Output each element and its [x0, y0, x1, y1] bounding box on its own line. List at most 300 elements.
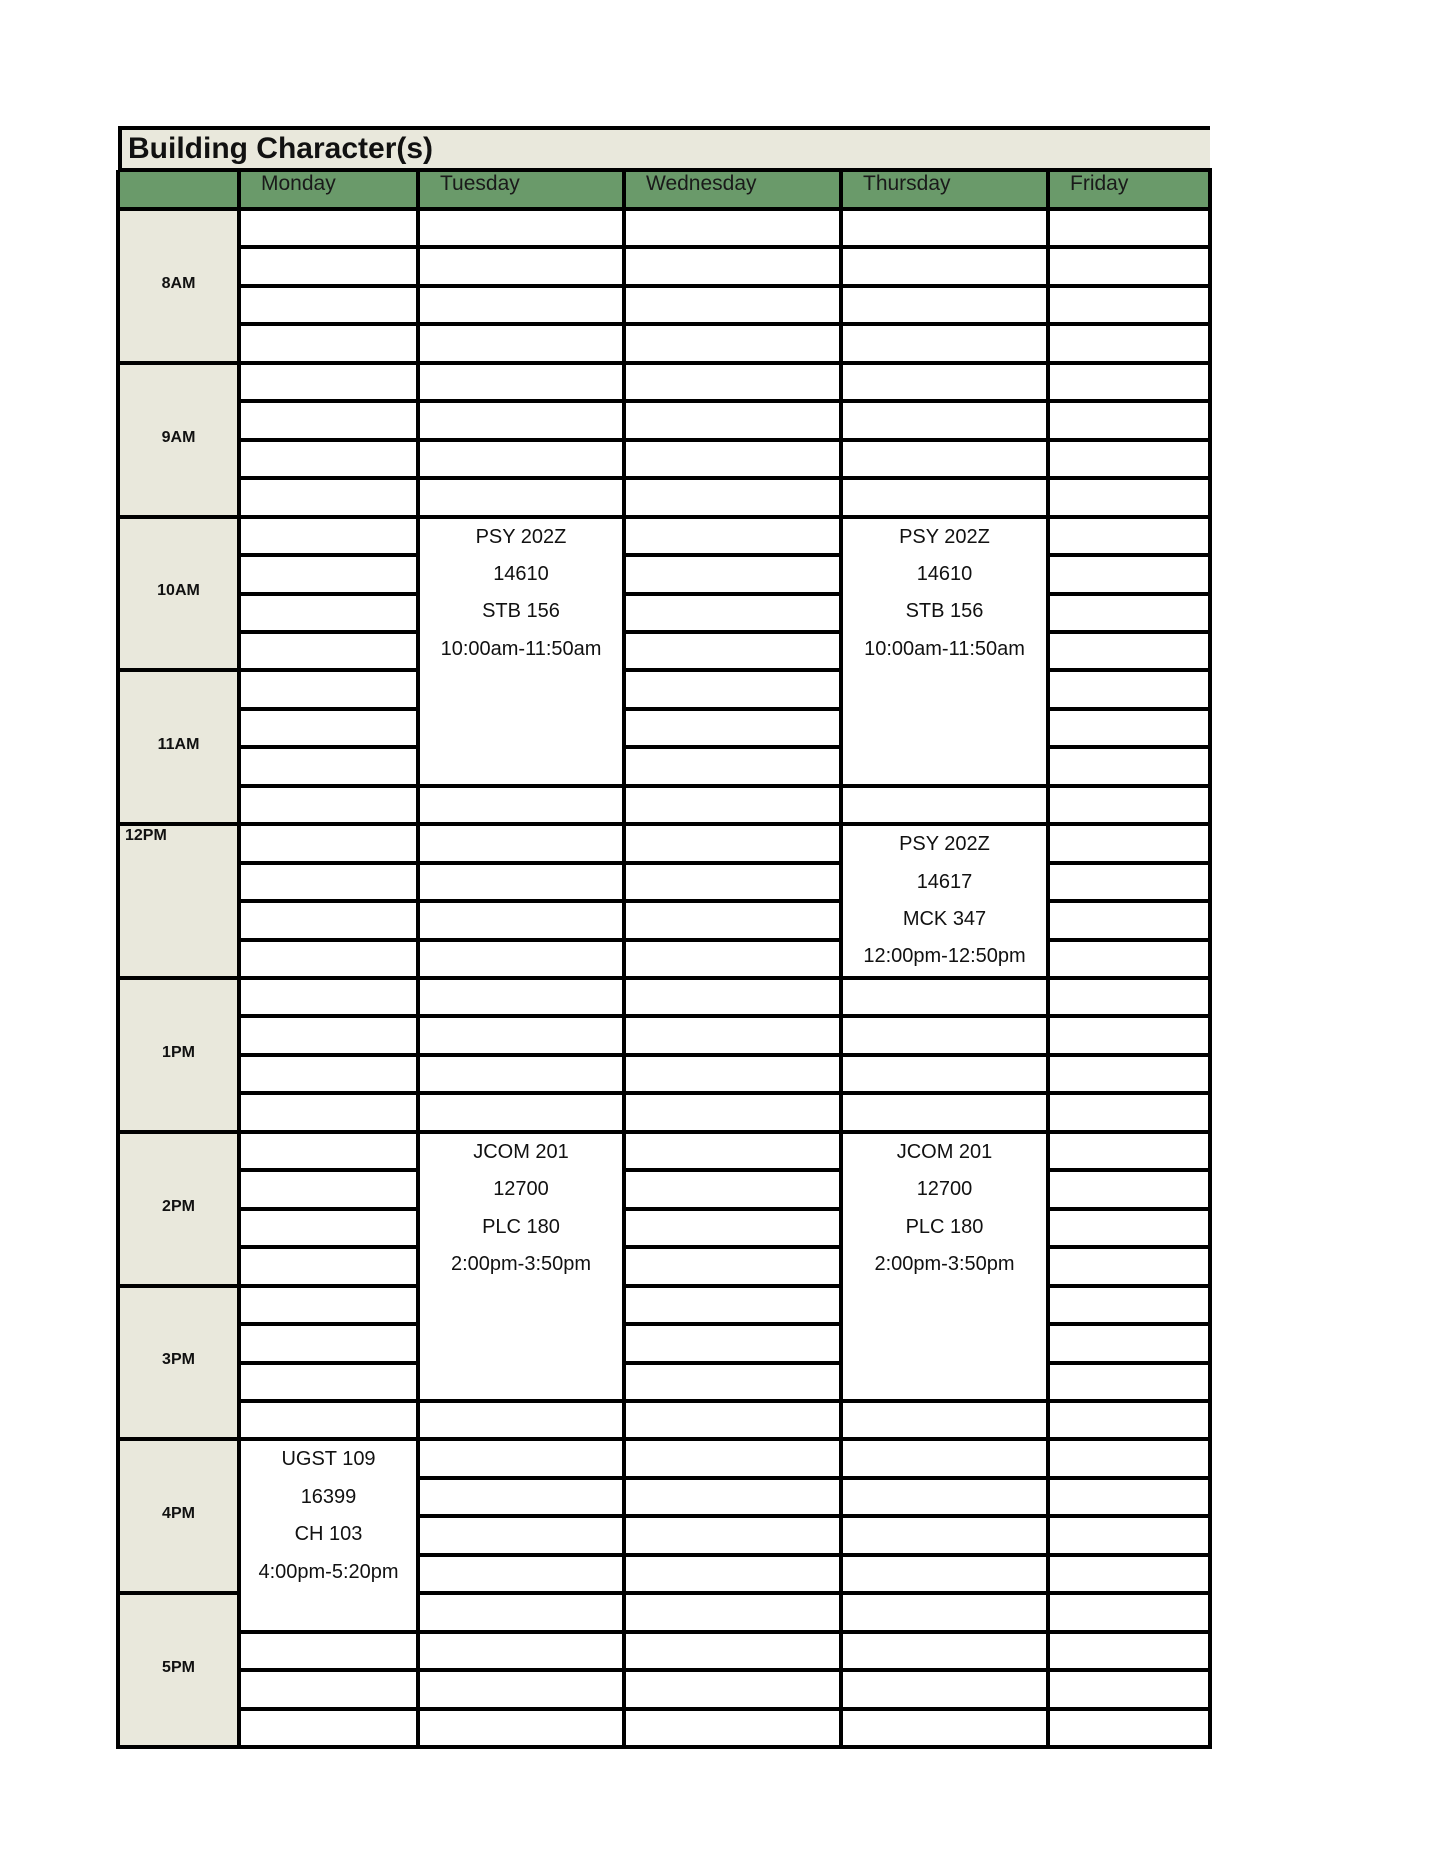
time-slot[interactable] — [841, 1593, 1048, 1631]
class-block[interactable] — [239, 1439, 418, 1631]
time-slot[interactable] — [841, 440, 1048, 478]
time-slot[interactable] — [1048, 1247, 1210, 1285]
time-slot[interactable] — [239, 978, 418, 1016]
grid-line — [1048, 938, 1212, 942]
time-slot[interactable] — [418, 286, 624, 324]
grid-line — [841, 1091, 1050, 1095]
time-slot[interactable] — [239, 1670, 418, 1708]
grid-line — [239, 592, 420, 596]
time-slot[interactable] — [624, 324, 841, 362]
time-slot[interactable] — [1048, 209, 1210, 247]
grid-line — [1048, 322, 1212, 326]
time-slot[interactable] — [1048, 401, 1210, 439]
time-slot[interactable] — [1048, 247, 1210, 285]
time-slot[interactable] — [1048, 632, 1210, 670]
grid-line — [624, 515, 843, 519]
grid-line — [418, 1514, 626, 1518]
time-slot[interactable] — [418, 940, 624, 978]
time-slot[interactable] — [841, 209, 1048, 247]
grid-line — [1048, 1514, 1212, 1518]
grid-line — [116, 170, 120, 1749]
grid-line — [1048, 361, 1212, 365]
grid-line — [624, 592, 843, 596]
time-slot[interactable] — [1048, 1055, 1210, 1093]
grid-line — [239, 1437, 420, 1441]
grid-line — [624, 707, 843, 711]
grid-line — [418, 1707, 626, 1711]
time-slot[interactable] — [624, 1593, 841, 1631]
time-slot[interactable] — [1048, 324, 1210, 362]
time-slot[interactable] — [239, 824, 418, 862]
grid-line — [624, 630, 843, 634]
time-slot[interactable] — [239, 786, 418, 824]
time-slot[interactable] — [624, 1093, 841, 1131]
grid-line — [1048, 784, 1212, 788]
grid-line — [841, 976, 1050, 980]
grid-line — [418, 515, 626, 519]
grid-line — [624, 1168, 843, 1172]
time-slot[interactable] — [239, 940, 418, 978]
time-slot[interactable] — [841, 1632, 1048, 1670]
grid-line — [239, 245, 420, 249]
time-slot[interactable] — [624, 247, 841, 285]
grid-line — [1048, 1707, 1212, 1711]
time-slot[interactable] — [624, 209, 841, 247]
time-slot[interactable] — [624, 1324, 841, 1362]
time-slot[interactable] — [239, 517, 418, 555]
room: STB 156 — [905, 600, 984, 623]
grid-line — [1048, 438, 1212, 442]
time-slot[interactable] — [1048, 1209, 1210, 1247]
time-slot[interactable] — [239, 440, 418, 478]
time-slot[interactable] — [239, 1016, 418, 1054]
grid-line — [624, 1591, 843, 1595]
time-slot[interactable] — [418, 863, 624, 901]
grid-line — [624, 1361, 843, 1365]
grid-line — [841, 822, 1050, 826]
day-header-friday — [1048, 170, 1210, 210]
grid-line — [1048, 1361, 1212, 1365]
day-header-thursday — [841, 170, 1048, 210]
time-slot[interactable] — [239, 286, 418, 324]
grid-line — [624, 1476, 843, 1480]
course-code: PSY 202Z — [899, 833, 990, 856]
time-slot[interactable] — [841, 363, 1048, 401]
class-block[interactable] — [418, 517, 624, 786]
time-label: 8AM — [161, 274, 196, 292]
time-slot[interactable] — [1048, 863, 1210, 901]
time-slot[interactable] — [239, 747, 418, 785]
grid-line — [239, 938, 420, 942]
time-slot[interactable] — [841, 401, 1048, 439]
grid-line — [239, 707, 420, 711]
grid-line — [418, 899, 626, 903]
time-slot[interactable] — [239, 363, 418, 401]
time-slot[interactable] — [418, 1555, 624, 1593]
time-slot[interactable] — [1048, 786, 1210, 824]
time-slot[interactable] — [418, 1016, 624, 1054]
day-header-label: Thursday — [863, 172, 951, 195]
time-label: 9AM — [161, 428, 196, 446]
time-slot[interactable] — [1048, 1478, 1210, 1516]
time-slot[interactable] — [841, 1093, 1048, 1131]
class-block[interactable] — [418, 1132, 624, 1401]
class-time: 2:00pm-3:50pm — [450, 1253, 592, 1276]
time-slot[interactable] — [624, 901, 841, 939]
day-header-label: Wednesday — [646, 172, 757, 195]
time-slot[interactable] — [1048, 1593, 1210, 1631]
time-slot[interactable] — [1048, 1401, 1210, 1439]
time-slot[interactable] — [624, 363, 841, 401]
time-slot[interactable] — [418, 1670, 624, 1708]
time-slot[interactable] — [841, 286, 1048, 324]
room: CH 103 — [294, 1523, 363, 1546]
time-slot[interactable] — [841, 324, 1048, 362]
time-slot[interactable] — [624, 1363, 841, 1401]
time-slot[interactable] — [239, 709, 418, 747]
time-slot[interactable] — [418, 247, 624, 285]
time-slot[interactable] — [1048, 747, 1210, 785]
time-slot[interactable] — [418, 1055, 624, 1093]
title-bar — [118, 126, 1210, 170]
time-slot[interactable] — [841, 247, 1048, 285]
grid-line — [239, 1245, 420, 1249]
grid-line — [624, 1014, 843, 1018]
grid-line — [624, 1745, 843, 1749]
grid-line — [841, 1553, 1050, 1557]
time-slot[interactable] — [239, 478, 418, 516]
grid-line — [418, 245, 626, 249]
time-slot[interactable] — [841, 1439, 1048, 1477]
grid-line — [624, 784, 843, 788]
grid-line — [118, 1130, 241, 1134]
grid-line — [624, 976, 843, 980]
time-slot[interactable] — [418, 363, 624, 401]
time-slot[interactable] — [624, 440, 841, 478]
time-slot[interactable] — [1048, 517, 1210, 555]
time-slot[interactable] — [841, 478, 1048, 516]
grid-line — [418, 1053, 626, 1057]
grid-line — [624, 1053, 843, 1057]
time-slot[interactable] — [1048, 1670, 1210, 1708]
time-slot[interactable] — [418, 401, 624, 439]
time-slot[interactable] — [239, 1632, 418, 1670]
time-slot[interactable] — [239, 1209, 418, 1247]
time-slot[interactable] — [624, 1132, 841, 1170]
time-slot[interactable] — [624, 1247, 841, 1285]
time-slot[interactable] — [418, 901, 624, 939]
time-slot[interactable] — [841, 1401, 1048, 1439]
grid-line — [841, 438, 1050, 442]
time-slot[interactable] — [418, 440, 624, 478]
time-slot[interactable] — [239, 1324, 418, 1362]
time-slot[interactable] — [624, 1170, 841, 1208]
time-slot[interactable] — [624, 709, 841, 747]
time-slot[interactable] — [1048, 1093, 1210, 1131]
course-code: PSY 202Z — [899, 525, 990, 548]
grid-line — [841, 322, 1050, 326]
time-slot[interactable] — [239, 1363, 418, 1401]
class-number: 14610 — [916, 563, 973, 585]
time-slot[interactable] — [1048, 1632, 1210, 1670]
time-slot[interactable] — [239, 401, 418, 439]
time-slot[interactable] — [1048, 440, 1210, 478]
time-slot[interactable] — [841, 1555, 1048, 1593]
grid-line — [1048, 515, 1212, 519]
time-slot[interactable] — [418, 824, 624, 862]
time-slot[interactable] — [239, 863, 418, 901]
time-slot[interactable] — [624, 747, 841, 785]
time-slot[interactable] — [1048, 286, 1210, 324]
grid-line — [624, 899, 843, 903]
course-code: JCOM 201 — [896, 1140, 993, 1163]
time-slot[interactable] — [239, 1401, 418, 1439]
time-slot[interactable] — [841, 1478, 1048, 1516]
grid-line — [239, 1745, 420, 1749]
time-cell-12pm — [118, 824, 239, 978]
grid-line — [1048, 1553, 1212, 1557]
grid-line — [118, 515, 241, 519]
class-number: 14617 — [916, 870, 973, 893]
time-slot[interactable] — [239, 901, 418, 939]
time-slot[interactable] — [239, 209, 418, 247]
day-header-label: Monday — [261, 172, 336, 195]
time-slot[interactable] — [418, 478, 624, 516]
class-block[interactable] — [841, 824, 1048, 978]
grid-line — [624, 1322, 843, 1326]
time-slot[interactable] — [1048, 824, 1210, 862]
grid-line — [841, 399, 1050, 403]
grid-line — [418, 1591, 626, 1595]
time-slot[interactable] — [418, 1093, 624, 1131]
class-block[interactable] — [841, 517, 1048, 786]
grid-line — [1046, 170, 1050, 1749]
grid-line — [841, 515, 1050, 519]
grid-line — [418, 1553, 626, 1557]
time-slot[interactable] — [1048, 670, 1210, 708]
time-slot[interactable] — [624, 1439, 841, 1477]
time-slot[interactable] — [841, 1516, 1048, 1554]
class-time: 10:00am-11:50am — [864, 637, 1025, 660]
grid-line — [1048, 861, 1212, 865]
time-slot[interactable] — [1048, 978, 1210, 1016]
grid-line — [1048, 822, 1212, 826]
room: MCK 347 — [902, 908, 987, 930]
time-slot[interactable] — [1048, 1555, 1210, 1593]
time-slot[interactable] — [624, 478, 841, 516]
time-slot[interactable] — [624, 670, 841, 708]
time-slot[interactable] — [1048, 1516, 1210, 1554]
time-cell-1pm — [118, 978, 239, 1132]
grid-line — [1048, 899, 1212, 903]
time-slot[interactable] — [624, 1401, 841, 1439]
time-slot[interactable] — [1048, 940, 1210, 978]
class-number: 14610 — [493, 563, 549, 585]
grid-line — [624, 1091, 843, 1095]
time-slot[interactable] — [418, 1632, 624, 1670]
grid-line — [118, 822, 241, 826]
class-number: 12700 — [916, 1178, 973, 1201]
grid-line — [239, 1707, 420, 1711]
time-slot[interactable] — [418, 324, 624, 362]
grid-line — [1048, 245, 1212, 249]
grid-line — [1048, 745, 1212, 749]
day-header-label: Friday — [1070, 172, 1129, 195]
time-label: 2PM — [162, 1197, 195, 1215]
grid-line — [624, 1207, 843, 1211]
room: PLC 180 — [482, 1215, 560, 1238]
grid-line — [1048, 553, 1212, 557]
time-slot[interactable] — [1048, 1170, 1210, 1208]
time-slot[interactable] — [239, 594, 418, 632]
time-slot[interactable] — [624, 632, 841, 670]
time-slot[interactable] — [624, 1555, 841, 1593]
grid-line — [1048, 1745, 1212, 1749]
time-slot[interactable] — [1048, 363, 1210, 401]
time-slot[interactable] — [239, 1093, 418, 1131]
time-slot[interactable] — [624, 1286, 841, 1324]
time-slot[interactable] — [1048, 555, 1210, 593]
time-slot[interactable] — [1048, 901, 1210, 939]
time-slot[interactable] — [239, 1709, 418, 1747]
time-slot[interactable] — [239, 555, 418, 593]
time-slot[interactable] — [1048, 1709, 1210, 1747]
time-slot[interactable] — [239, 1132, 418, 1170]
day-header-wednesday — [624, 170, 841, 210]
header-corner — [118, 170, 239, 210]
time-slot[interactable] — [239, 1247, 418, 1285]
grid-line — [1048, 1091, 1212, 1095]
time-slot[interactable] — [1048, 594, 1210, 632]
time-slot[interactable] — [239, 1286, 418, 1324]
time-slot[interactable] — [1048, 1286, 1210, 1324]
time-slot[interactable] — [624, 786, 841, 824]
time-slot[interactable] — [624, 594, 841, 632]
grid-line — [624, 476, 843, 480]
time-slot[interactable] — [624, 863, 841, 901]
grid-line — [416, 170, 420, 1749]
grid-line — [239, 784, 420, 788]
time-slot[interactable] — [624, 1632, 841, 1670]
grid-line — [624, 1130, 843, 1134]
time-slot[interactable] — [624, 978, 841, 1016]
time-slot[interactable] — [624, 286, 841, 324]
grid-line — [624, 822, 843, 826]
page-title: Building Character(s) — [128, 132, 434, 165]
day-header-label: Tuesday — [440, 172, 520, 195]
time-slot[interactable] — [624, 1016, 841, 1054]
grid-line — [841, 1668, 1050, 1672]
grid-line — [418, 976, 626, 980]
time-slot[interactable] — [418, 978, 624, 1016]
grid-line — [239, 745, 420, 749]
time-slot[interactable] — [239, 1170, 418, 1208]
time-slot[interactable] — [418, 1401, 624, 1439]
time-cell-11am — [118, 670, 239, 824]
time-label: 1PM — [162, 1043, 195, 1061]
time-slot[interactable] — [841, 786, 1048, 824]
time-label: 10AM — [157, 582, 200, 600]
time-cell-8am — [118, 209, 239, 363]
time-slot[interactable] — [624, 555, 841, 593]
time-slot[interactable] — [624, 1516, 841, 1554]
time-slot[interactable] — [418, 1439, 624, 1477]
time-slot[interactable] — [624, 940, 841, 978]
time-slot[interactable] — [1048, 1324, 1210, 1362]
grid-line — [239, 861, 420, 865]
grid-line — [841, 284, 1050, 288]
grid-line — [418, 1091, 626, 1095]
grid-line — [418, 938, 626, 942]
grid-line — [1048, 476, 1212, 480]
time-slot[interactable] — [1048, 709, 1210, 747]
grid-line — [418, 1745, 626, 1749]
grid-line — [1048, 1014, 1212, 1018]
grid-line — [239, 1207, 420, 1211]
time-slot[interactable] — [239, 632, 418, 670]
time-slot[interactable] — [624, 1209, 841, 1247]
time-slot[interactable] — [418, 1593, 624, 1631]
grid-line — [841, 1437, 1050, 1441]
grid-line — [841, 207, 1050, 211]
time-slot[interactable] — [418, 1516, 624, 1554]
grid-line — [624, 1707, 843, 1711]
time-slot[interactable] — [624, 1055, 841, 1093]
grid-line — [239, 1399, 420, 1403]
time-slot[interactable] — [841, 978, 1048, 1016]
day-header-monday — [239, 170, 418, 210]
time-slot[interactable] — [418, 786, 624, 824]
grid-line — [1048, 1668, 1212, 1672]
time-slot[interactable] — [1048, 1016, 1210, 1054]
grid-line — [841, 361, 1050, 365]
time-slot[interactable] — [1048, 1363, 1210, 1401]
time-slot[interactable] — [239, 247, 418, 285]
time-slot[interactable] — [624, 824, 841, 862]
grid-line — [841, 1399, 1050, 1403]
grid-line — [624, 1553, 843, 1557]
time-slot[interactable] — [624, 401, 841, 439]
time-slot[interactable] — [418, 209, 624, 247]
time-slot[interactable] — [841, 1709, 1048, 1747]
time-slot[interactable] — [841, 1016, 1048, 1054]
time-slot[interactable] — [624, 1478, 841, 1516]
grid-line — [1048, 1245, 1212, 1249]
grid-line — [418, 1014, 626, 1018]
grid-line — [1048, 630, 1212, 634]
grid-line — [239, 976, 420, 980]
time-slot[interactable] — [239, 324, 418, 362]
time-slot[interactable] — [624, 1670, 841, 1708]
time-cell-2pm — [118, 1132, 239, 1286]
grid-line — [418, 1130, 626, 1134]
grid-line — [418, 1399, 626, 1403]
time-slot[interactable] — [1048, 1439, 1210, 1477]
time-slot[interactable] — [239, 670, 418, 708]
time-slot[interactable] — [624, 1709, 841, 1747]
time-slot[interactable] — [1048, 1132, 1210, 1170]
time-slot[interactable] — [841, 1055, 1048, 1093]
grid-line — [841, 476, 1050, 480]
grid-line — [239, 1014, 420, 1018]
time-slot[interactable] — [239, 1055, 418, 1093]
class-block[interactable] — [841, 1132, 1048, 1401]
time-slot[interactable] — [624, 517, 841, 555]
time-slot[interactable] — [841, 1670, 1048, 1708]
time-slot[interactable] — [1048, 478, 1210, 516]
time-slot[interactable] — [418, 1709, 624, 1747]
time-slot[interactable] — [418, 1478, 624, 1516]
